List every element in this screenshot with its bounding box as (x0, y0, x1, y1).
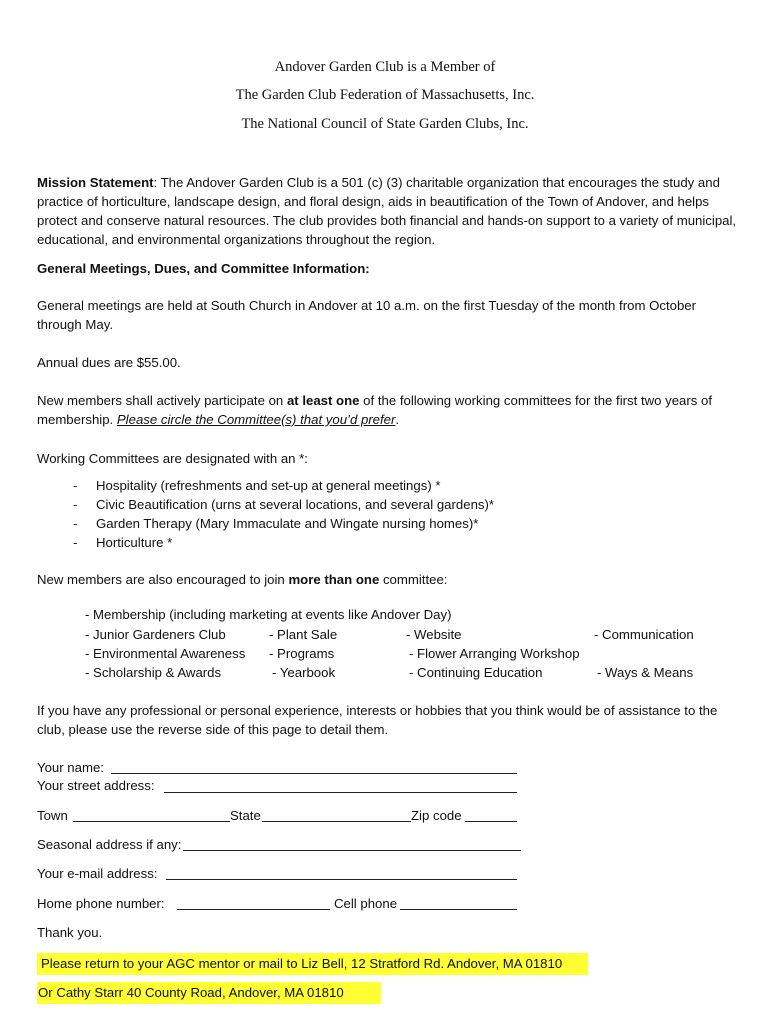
committee-item: - Junior Gardeners Club (85, 627, 226, 642)
list-item: - (73, 478, 78, 493)
return-address-1: Please return to your AGC mentor or mail to Liz Bell, 12 Stratford Rd. Andover, MA 01810 (37, 953, 588, 975)
committee-membership: - Membership (including marketing at events like Andover Day) (85, 607, 452, 622)
mission-label: Mission Statement (37, 175, 154, 190)
working-intro: Working Committees are designated with an *: (37, 451, 308, 466)
seasonal-label: Seasonal address if any: (37, 837, 182, 852)
state-field[interactable] (262, 821, 411, 822)
committee-item: - Plant Sale (269, 627, 338, 642)
list-item: Hospitality (refreshments and set-up at general meetings) * (96, 478, 441, 493)
committee-item: - Programs (269, 646, 335, 661)
committee-item: - Scholarship & Awards (85, 665, 222, 680)
cell-label: Cell phone (334, 896, 398, 911)
experience-text: If you have any professional or personal experience, interests or hobbies that you think would be of assistance to the club, please use the reverse side of this page to detail them. (37, 703, 718, 737)
cell-field[interactable] (400, 909, 517, 910)
list-item: Civic Beautification (urns at several locations, and several gardens)* (96, 497, 495, 512)
mission-statement (37, 173, 737, 249)
committee-item: - Continuing Education (409, 665, 543, 680)
header-line-2: The Garden Club Federation of Massachusetts, Inc. (235, 87, 535, 103)
meetings-text: General meetings are held at South Church in Andover at 10 a.m. on the first Tuesday of the month from October through May. (37, 298, 697, 332)
header-line-1: Andover Garden Club is a Member of (274, 59, 496, 75)
seasonal-field[interactable] (183, 850, 521, 851)
also-join-part2: committee: (379, 572, 448, 587)
header-line-3: The National Council of State Garden Clubs, Inc. (241, 116, 529, 132)
dues-text: Annual dues are $55.00. (37, 355, 181, 370)
also-join-text (37, 570, 447, 589)
circle-instruction: Please circle the Committee(s) that you’d prefer (116, 412, 396, 427)
list-item: - (73, 516, 78, 531)
state-label: State (230, 808, 261, 823)
street-field[interactable] (164, 792, 517, 793)
new-members-end: . (395, 412, 400, 427)
list-item: Horticulture * (96, 535, 173, 550)
committee-item: - Ways & Means (597, 665, 694, 680)
also-join-part1: New members are also encouraged to join (37, 572, 289, 587)
town-field[interactable] (73, 821, 230, 822)
new-members-part2: of the following working committees for the first two years of membership. (37, 393, 713, 427)
new-members-part1: New members shall actively participate on (37, 393, 287, 408)
new-members-bold: at least one (286, 393, 360, 408)
committee-item: - Flower Arranging Workshop (409, 646, 580, 661)
zip-label: Zip code (411, 808, 462, 823)
return-address-2: Or Cathy Starr 40 County Road, Andover, MA 01810 (37, 982, 381, 1004)
also-join-bold: more than one (288, 572, 380, 587)
street-label: Your street address: (37, 778, 155, 793)
list-item: - (73, 497, 78, 512)
town-label: Town (37, 808, 68, 823)
name-field[interactable] (111, 773, 517, 774)
general-heading: General Meetings, Dues, and Committee Information: (37, 261, 370, 276)
email-label: Your e-mail address: (37, 866, 158, 881)
new-members-text (37, 391, 737, 429)
committee-item: - Environmental Awareness (85, 646, 246, 661)
home-phone-label: Home phone number: (37, 896, 165, 911)
zip-field[interactable] (465, 821, 517, 822)
list-item: - (73, 535, 78, 550)
committee-item: - Website (406, 627, 462, 642)
mission-text: : The Andover Garden Club is a 501 (c) (3) charitable organization that encourages the study and practice of horticulture, landscape design, and floral design, aids in beautification of the Town of Andover, and helps protect and conserve natural resources. The club provides both financial and hands-on support to a variety of municipal, educational, and environmental organizations throughout the region. (37, 175, 737, 247)
email-field[interactable] (166, 879, 517, 880)
home-phone-field[interactable] (177, 909, 330, 910)
committee-item: - Communication (594, 627, 694, 642)
list-item: Garden Therapy (Mary Immaculate and Wingate nursing homes)* (96, 516, 479, 531)
thanks-text: Thank you. (37, 925, 103, 940)
name-label: Your name: (37, 760, 104, 775)
committee-item: - Yearbook (272, 665, 336, 680)
